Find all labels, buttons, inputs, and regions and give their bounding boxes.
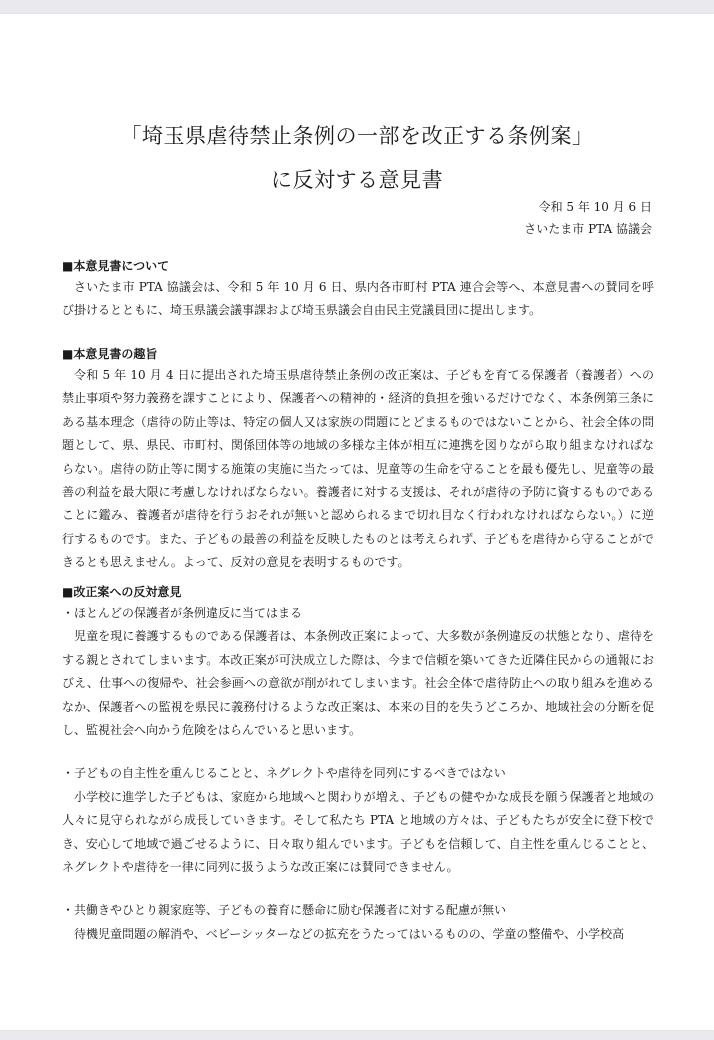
objection-body: 児童を現に養護するものである保護者は、本条例改正案によって、大多数が条例違反の状態となり、虐待をする親とされてしまいます。本改正案が可決成立した際は、今まで信頼を築いてきた近隣住民からの通報におびえ、仕事への復帰や、社会参画への意欲が削がれてしまいます。社会全体で虐待防止への取り組みを進めるなか、保護者への監視を県民に義務付けるような改正案は、本来の目的を失うどころか、地域社会の分断を促し、監視社会へ向かう危険をはらんでいると思います。: [62, 629, 654, 738]
document-date: 令和 5 年 10 月 6 日: [538, 200, 652, 214]
objection-title: ・ほとんどの保護者が条例違反に当てはまる: [62, 606, 303, 620]
section-body: さいたま市 PTA 協議会は、令和 5 年 10 月 6 日、県内各市町村 PTA 連合会等へ、本意見書への賛同を呼び掛けるとともに、埼玉県議会議事課および埼玉県議会自由民主党議員団に提出します。: [62, 280, 654, 318]
section-about: [62, 256, 654, 323]
section-heading: ■本意見書の趣旨: [62, 347, 158, 361]
objection-body: 待機児童問題の解消や、ベビーシッターなどの拡充をうたってはいるものの、学童の整備や、小学校高: [74, 926, 625, 941]
objection-title: ・共働きやひとり親家庭等、子どもの養育に懸命に励む保護者に対する配慮が無い: [62, 903, 507, 918]
section-heading: ■本意見書について: [62, 259, 170, 273]
document-page: [0, 14, 714, 1030]
document-title-line2: に反対する意見書: [271, 168, 443, 192]
section-body: 令和 5 年 10 月 4 日に提出された埼玉県虐待禁止条例の改正案は、子どもを育てる保護者（養護者）への禁止事項や努力義務を課すことにより、保護者への精神的・経済的負担を強いるだけでなく、本条例第三条にある基本理念（虐待の防止等は、特定の個人又は家族の問題にとどまるものではないことから、社会全体の問題として、県、県民、市町村、関係団体等の地域の多様な主体が相互に連携を図りながら取り組まなければならない。虐待の防止等に関する施策の実施に当たっては、児童等の生命を守ることを最も優先し、児童等の最善の利益を最大限に考慮しなければならない。養護者に対する支援は、それが虐待の予防に資するものであることに鑑み、養護者が虐待を行うおそれが無いと認められるまで切れ目なく行われなければならない。）に逆行するものです。また、子どもの最善の利益を反映したものとは考えられず、子どもを虐待から守ることができるとも思えません。よって、反対の意見を表明するものです。: [62, 368, 654, 570]
document-meta: [524, 196, 652, 240]
section-purpose: [62, 344, 654, 575]
document-author: さいたま市 PTA 協議会: [524, 222, 652, 236]
objection-title: ・子どもの自主性を重んじることと、ネグレクトや虐待を同列にするべきではない: [62, 766, 506, 781]
section-objections: [62, 582, 654, 946]
document-title-line1: 「埼玉県虐待禁止条例の一部を改正する条例案」: [120, 124, 594, 148]
objection-body: 小学校に進学した子どもは、家庭から地域へと関わりが増え、子どもの健やかな成長を願う保護者と地域の人々に見守られながら成長していきます。そして私たち PTA と地域の方々は、子どもたちが安全に登下校でき、安心して地域で過ごせるように、日々取り組んでいます。子どもを信頼して、自主性を重んじることと、ネグレクトや虐待を一律に同列に扱うような改正案には賛同できません。: [62, 789, 654, 875]
section-heading: ■改正案への反対意見: [62, 585, 182, 599]
